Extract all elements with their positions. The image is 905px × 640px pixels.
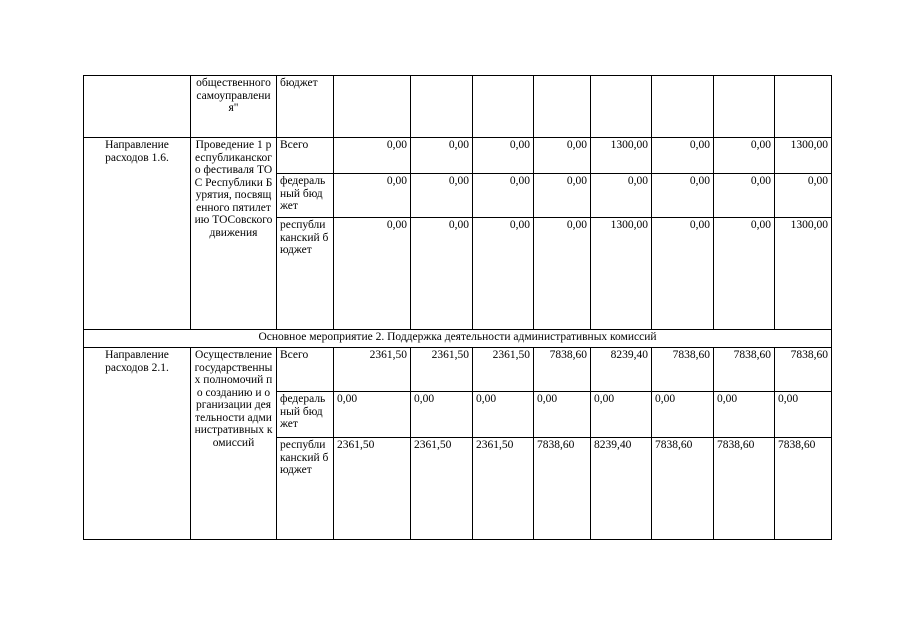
source-cell: Всего xyxy=(277,348,334,392)
value-cell: 2361,50 xyxy=(473,438,534,540)
source-cell: Всего xyxy=(277,138,334,174)
value-cell: 0,00 xyxy=(775,174,832,218)
source-cell: федеральный бюджет xyxy=(277,392,334,438)
value-cell: 2361,50 xyxy=(411,348,473,392)
value-cell: 1300,00 xyxy=(775,138,832,174)
value-cell: 0,00 xyxy=(775,392,832,438)
value-cell: 0,00 xyxy=(591,392,652,438)
value-cell: 8239,40 xyxy=(591,348,652,392)
section-row xyxy=(84,330,832,348)
value-cell: 0,00 xyxy=(534,138,591,174)
value-cell: 1300,00 xyxy=(591,218,652,330)
value-cell: 0,00 xyxy=(534,218,591,330)
value-cell: 1300,00 xyxy=(591,138,652,174)
value-cell: 0,00 xyxy=(652,138,714,174)
value-cell: 7838,60 xyxy=(714,438,775,540)
value-cell: 7838,60 xyxy=(775,438,832,540)
value-cell: 2361,50 xyxy=(411,438,473,540)
value-cell: 7838,60 xyxy=(652,438,714,540)
value-cell: 0,00 xyxy=(411,218,473,330)
value-cell: 2361,50 xyxy=(473,348,534,392)
direction-cell xyxy=(84,76,191,138)
value-cell: 0,00 xyxy=(473,138,534,174)
value-cell: 0,00 xyxy=(652,174,714,218)
value-cell: 7838,60 xyxy=(652,348,714,392)
value-cell: 7838,60 xyxy=(775,348,832,392)
source-cell: республиканский бюджет xyxy=(277,218,334,330)
value-cell: 0,00 xyxy=(591,174,652,218)
value-cell: 2361,50 xyxy=(334,438,411,540)
value-cell: 1300,00 xyxy=(775,218,832,330)
budget-table xyxy=(83,75,832,540)
activity-cell: Проведение 1 республиканского фестиваля ТОС Республики Бурятия, посвященного пятилетию ТОСовского движения xyxy=(191,138,277,330)
value-cell: 0,00 xyxy=(652,218,714,330)
value-cell: 2361,50 xyxy=(334,348,411,392)
value-cell: 7838,60 xyxy=(714,348,775,392)
direction-cell: Направление расходов 2.1. xyxy=(84,348,191,540)
table-row xyxy=(84,138,832,174)
value-cell: 0,00 xyxy=(411,392,473,438)
value-cell: 7838,60 xyxy=(534,438,591,540)
value-cell: 0,00 xyxy=(534,174,591,218)
value-cell: 0,00 xyxy=(473,392,534,438)
value-cell: 0,00 xyxy=(334,138,411,174)
value-cell: 8239,40 xyxy=(591,438,652,540)
value-cell: 0,00 xyxy=(334,392,411,438)
value-cell: 0,00 xyxy=(714,218,775,330)
value-cell: 0,00 xyxy=(411,138,473,174)
activity-cell: общественного самоуправления" xyxy=(191,76,277,138)
value-cell: 0,00 xyxy=(411,174,473,218)
source-cell: бюджет xyxy=(277,76,334,138)
value-cell: 0,00 xyxy=(714,392,775,438)
value-cell: 0,00 xyxy=(473,218,534,330)
direction-cell: Направление расходов 1.6. xyxy=(84,138,191,330)
value-cell: 0,00 xyxy=(534,392,591,438)
table-row xyxy=(84,348,832,392)
source-cell: федеральный бюджет xyxy=(277,174,334,218)
value-cell: 0,00 xyxy=(714,138,775,174)
value-cell: 0,00 xyxy=(473,174,534,218)
value-cell: 0,00 xyxy=(714,174,775,218)
activity-cell: Осуществление государственных полномочий по созданию и организации деятельности административных комиссий xyxy=(191,348,277,540)
table-row xyxy=(84,76,832,138)
value-cell: 7838,60 xyxy=(534,348,591,392)
value-cell: 0,00 xyxy=(334,174,411,218)
section-title: Основное мероприятие 2. Поддержка деятельности административных комиссий xyxy=(84,330,832,348)
value-cell: 0,00 xyxy=(652,392,714,438)
source-cell: республиканский бюджет xyxy=(277,438,334,540)
value-cell: 0,00 xyxy=(334,218,411,330)
